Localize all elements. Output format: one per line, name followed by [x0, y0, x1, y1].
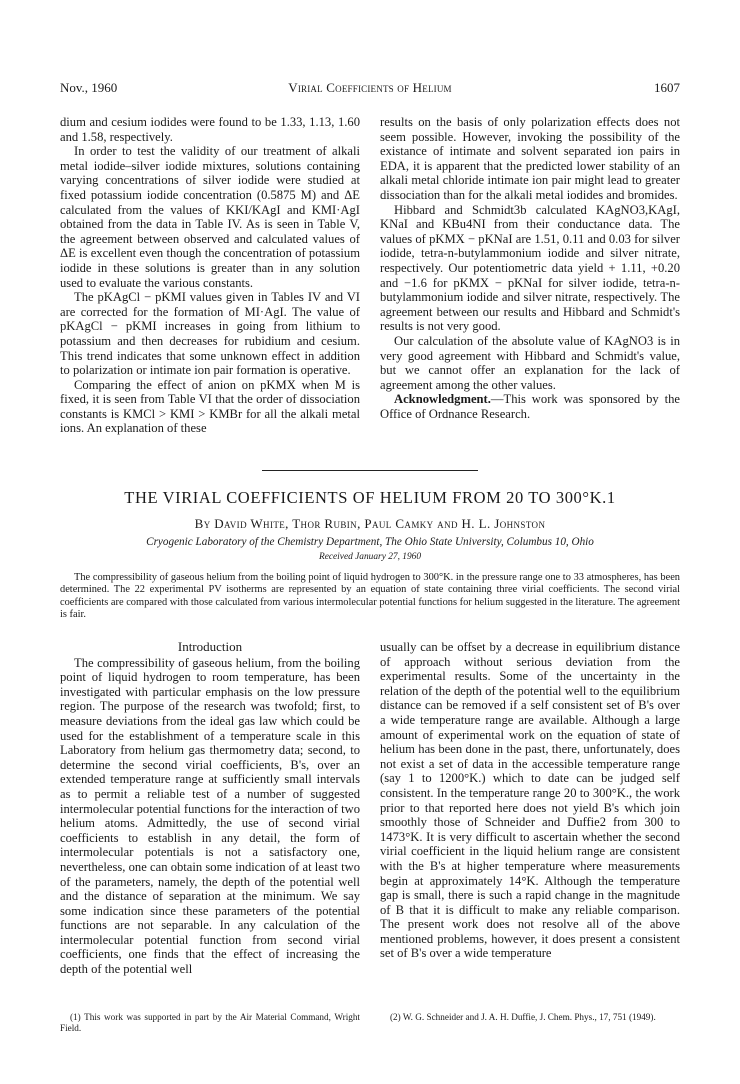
previous-article-left-column: [60, 115, 360, 436]
received-date: Received January 27, 1960: [318, 552, 422, 562]
running-head: [60, 80, 680, 98]
paragraph: Hibbard and Schmidt3b calculated KAgNO3,KAgI, KNaI and KBu4NI from their conductance data. The values of pKMX − pKNaI are 1.51, 0.11 and 0.03 for silver iodide, tetra-n-butylammonium iodide and silver nitrate, respectively. Our potentiometric data yield + 1.11, +0.20 and −1.6 for pKMX − pKNaI for silver iodide, tetra-n-butylammonium iodide and silver nitrate, respectively. The agreement between our results and Hibbard and Schmidt's results is not very good.: [380, 202, 680, 334]
author-affiliation: Cryogenic Laboratory of the Chemistry Department, The Ohio State University, Columbus 10, Ohio: [146, 536, 594, 548]
footnote-2: [380, 1012, 680, 1023]
article-title: THE VIRIAL COEFFICIENTS OF HELIUM FROM 20 TO 300°K.1: [124, 488, 616, 507]
introduction-right-column: [380, 640, 680, 961]
article-divider: [262, 470, 478, 471]
footnote-text: (2) W. G. Schneider and J. A. H. Duffie, J. Chem. Phys., 17, 751 (1949).: [390, 1012, 656, 1022]
article-authors: By David White, Thor Rubin, Paul Camky and H. L. Johnston: [194, 516, 546, 531]
paragraph: The pKAgCl − pKMI values given in Tables IV and VI are corrected for the formation of MI·AgI. The value of pKAgCl − pKMI increases in going from lithium to potassium and then decreases for rubidium and cesium. This trend indicates that some unknown effect in addition to polarization or intimate ion pair formation is operative.: [60, 290, 360, 378]
page-number: 1607: [654, 80, 680, 95]
acknowledgment-text: —This work was sponsored by the Office of Ordnance Research.: [380, 392, 680, 421]
abstract: [60, 572, 680, 622]
abstract-text: The compressibility of gaseous helium from the boiling point of liquid hydrogen to 300°K. in the pressure range one to 33 atmospheres, has been determined. The 22 experimental PV isotherms are represented by an equation of state containing three virial coefficients. The second virial coefficients are compared with those calculated from various intermolecular potential functions for helium suggested in the literature. The agreement is fair.: [60, 572, 680, 621]
previous-article-right-column: [380, 115, 680, 421]
footnote-text: (1) This work was supported in part by the Air Material Command, Wright Field.: [60, 1012, 360, 1033]
paragraph: usually can be offset by a decrease in equilibrium distance of approach without serious deviation from the experimental results. Some of the uncertainty in the relation of the depth of the potential well to the equilibrium distance can be removed if a self consistent set of B's over a wide temperature range are available. Although a large amount of experimental work on the equation of state of helium has been done in the past, there, unfortunately, does not exist a set of data in the accessible temperature range (say 1 to 1200°K.) which to date can be judged self consistent. In the temperature range 20 to 300°K., the work prior to that reported here does not yield B's which join smoothly those of Schneider and Duffie2 from 300 to 1473°K. It is very difficult to ascertain whether the second virial coefficient in the liquid helium range are consistent with the B's at higher temperature where measurements begin at approximately 14°K. Although the temperature gap is small, there is such a rapid change in the magnitude of B that it is difficult to make any reliable comparison. The present work does not resolve all of the above mentioned problems, however, it does present a consistent set of B's over a wide temperature: [380, 640, 680, 961]
paragraph: In order to test the validity of our treatment of alkali metal iodide–silver iodide mixtures, solutions containing varying concentrations of silver iodide were studied at fixed potassium iodide concentration (0.5875 M) and ΔE calculated from the values of KKI/KAgI and KMI·AgI obtained from the data in Table IV. As is seen in Table V, the agreement between observed and calculated values of ΔE is excellent even though the concentration of potassium iodide in these solutions is greater than in any solution used to evaluate the various constants.: [60, 144, 360, 290]
footnote-1: [60, 1012, 360, 1034]
paragraph: dium and cesium iodides were found to be 1.33, 1.13, 1.60 and 1.58, respectively.: [60, 115, 360, 144]
paragraph: Our calculation of the absolute value of KAgNO3 is in very good agreement with Hibbard and Schmidt's value, but we cannot offer an explanation for the lack of agreement among the other values.: [380, 333, 680, 392]
acknowledgment: [380, 392, 680, 421]
paragraph: Comparing the effect of anion on pKMX when M is fixed, it is seen from Table VI that the order of dissociation constants is KMCl > KMI > KMBr for all the alkali metal ions. An explanation of these: [60, 377, 360, 436]
paragraph: The compressibility of gaseous helium, from the boiling point of liquid hydrogen to room temperature, has been investigated with particular emphasis on the low pressure region. The purpose of the research was twofold; first, to measure deviations from the ideal gas law which could be used for the establishment of a temperature scale in this Laboratory from helium gas thermometry data; second, to determine the second virial coefficients, B's, over an extended temperature range at sufficiently small intervals as to permit a reliable test of a number of suggested intermolecular potential functions for the interaction of two helium atoms. Admittedly, the use of second virial coefficients to establish in any detail, the form of intermolecular potentials is not a satisfactory one, nevertheless, one can obtain some indication of at least two of the parameters, namely, the depth of the potential well and the distance of separation at the minimum. We say some indication since these parameters of the potential functions are not separable. In any calculation of the intermolecular potential function from second virial coefficients, one finds that the effect of increasing the depth of the potential well: [60, 655, 360, 977]
paragraph: results on the basis of only polarization effects does not seem possible. However, invoking the possibility of the existance of intimate and solvent separated ion pairs in EDA, it is apparent that the predicted lower stability of an alkali metal chloride intimate ion pair might lead to greater dissociation than for the alkali metal iodides and bromides.: [380, 115, 680, 202]
issue-date: Nov., 1960: [60, 80, 118, 95]
section-heading-introduction: Introduction: [177, 639, 243, 654]
journal-running-title: Virial Coefficients of Helium: [288, 80, 452, 95]
introduction-left-column: [60, 640, 360, 977]
acknowledgment-label: Acknowledgment.: [394, 392, 491, 407]
